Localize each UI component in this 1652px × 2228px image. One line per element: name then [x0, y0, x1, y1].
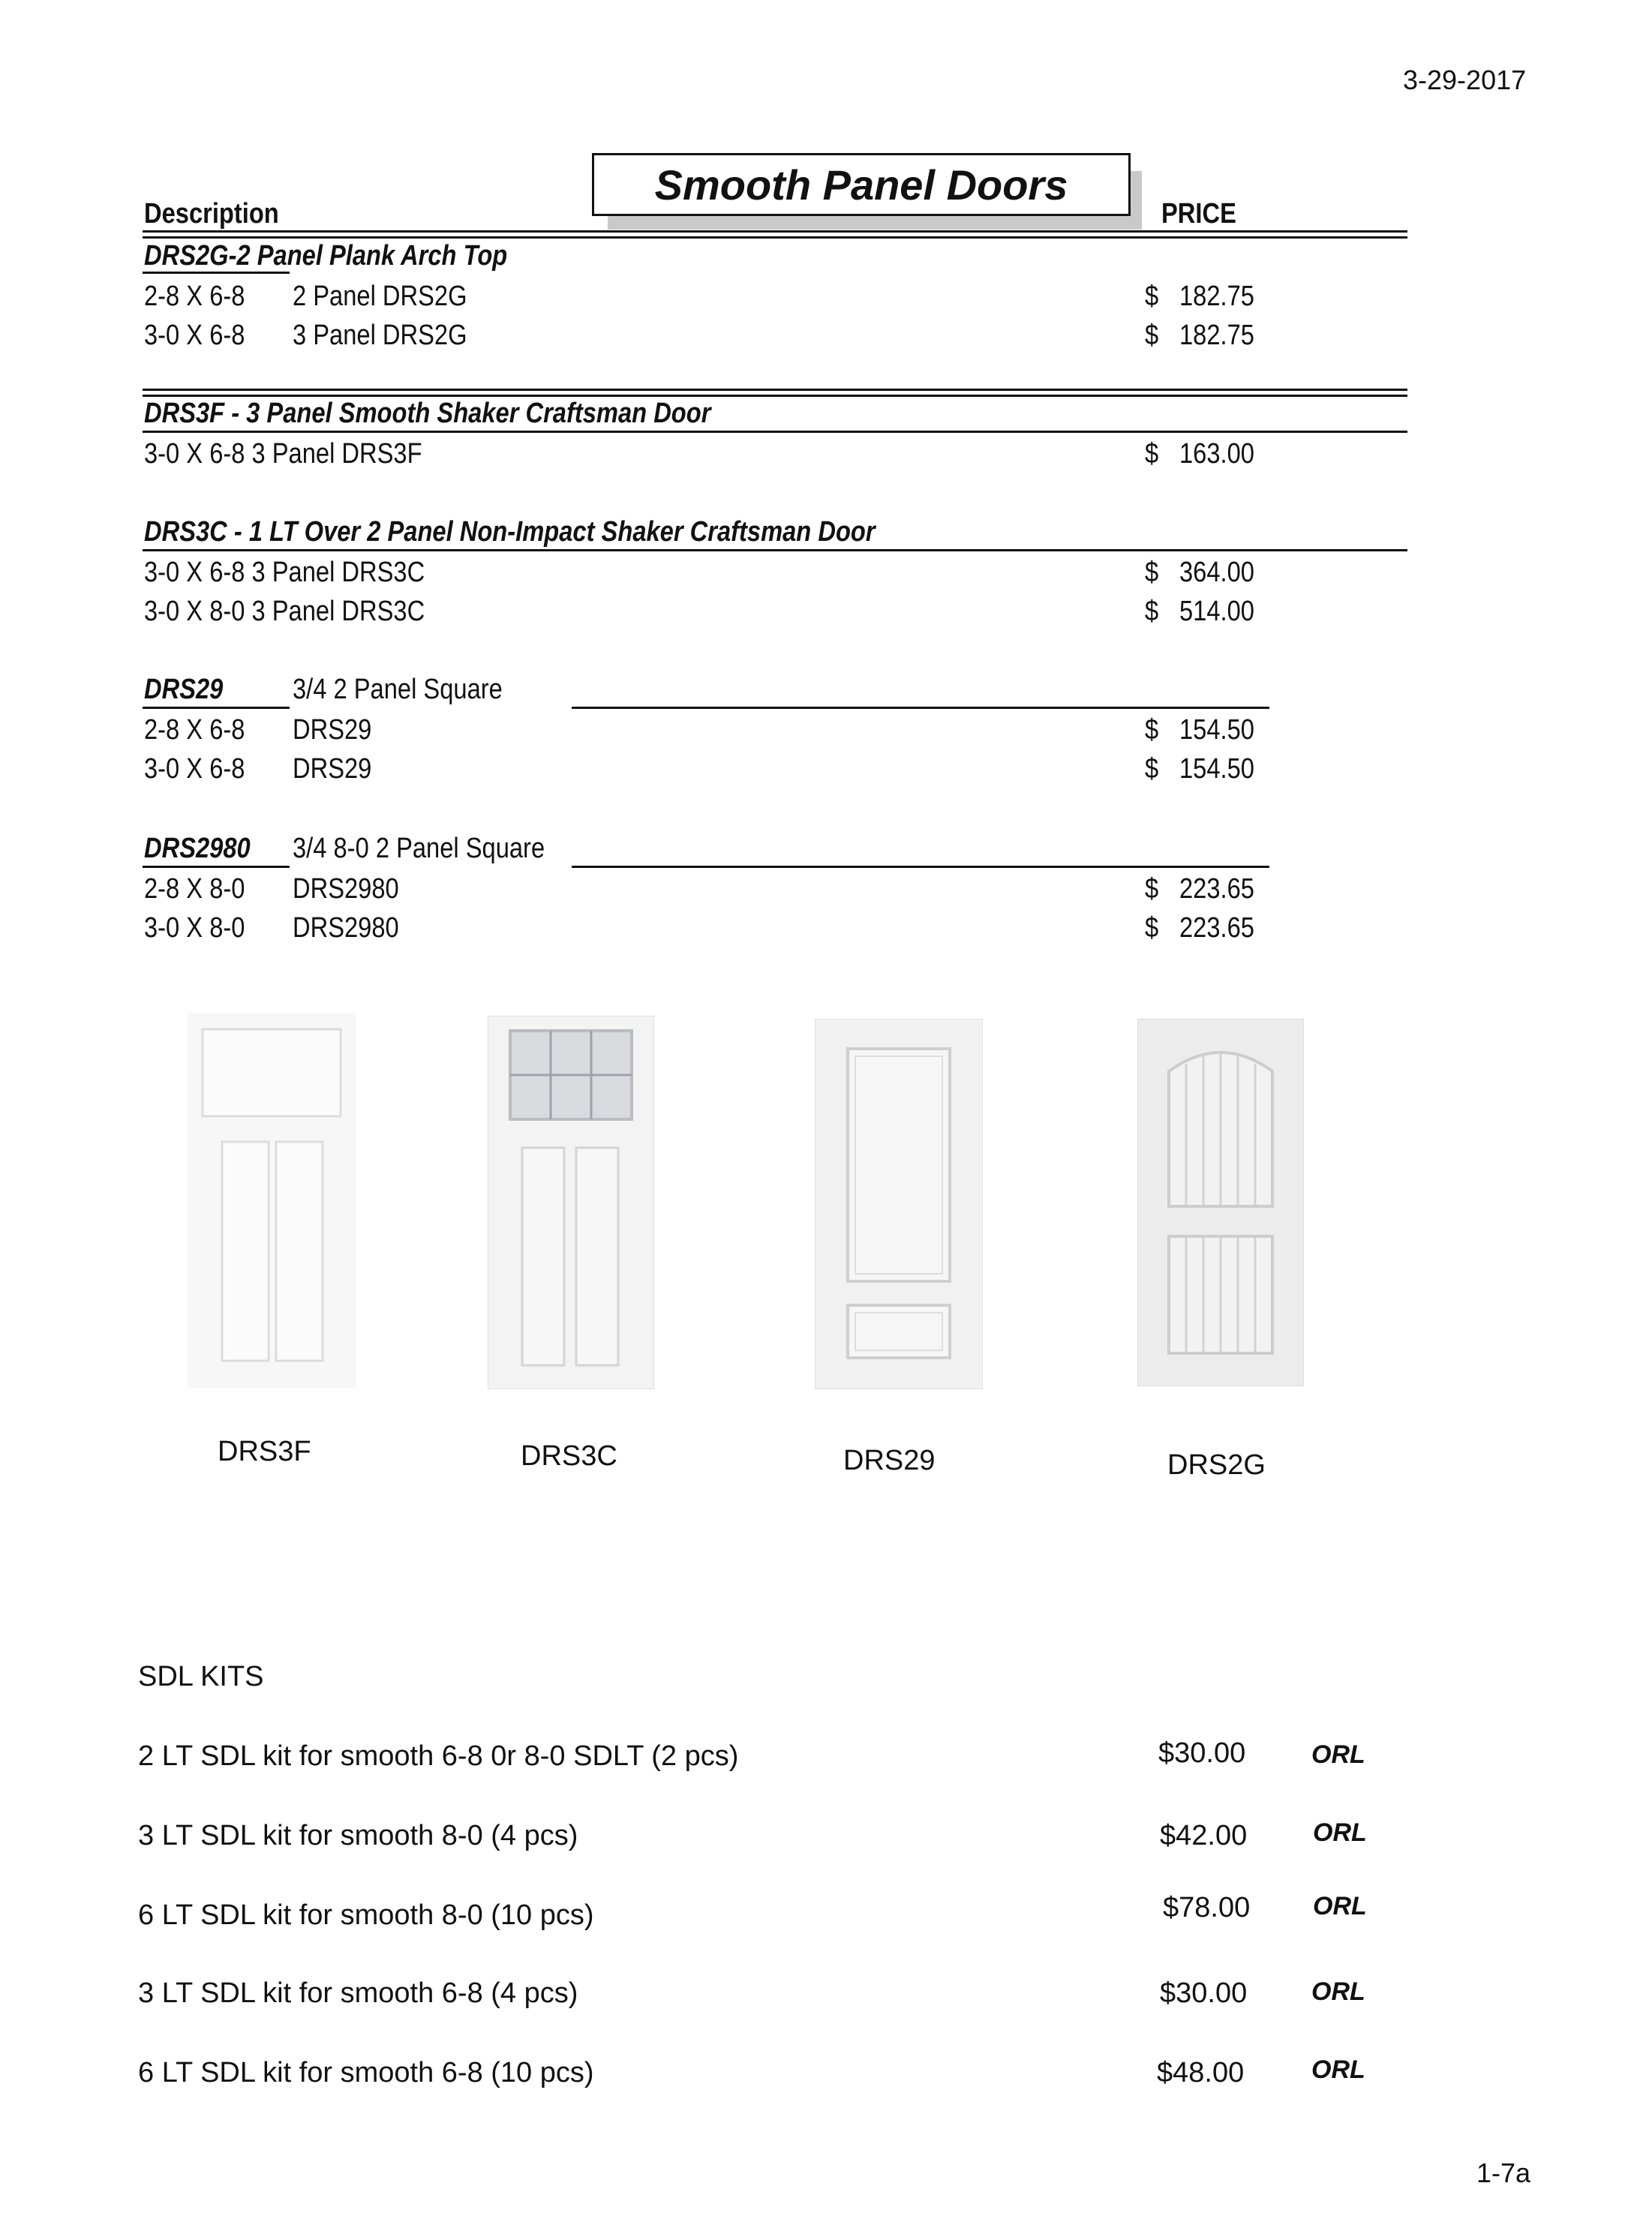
row-price: 182.75 [1179, 320, 1254, 351]
row-size: 2-8 X 8-0 [144, 873, 245, 905]
section-underline [143, 272, 290, 274]
row-desc: DRS2980 [293, 912, 399, 944]
sdl-kit-desc: 2 LT SDL kit for smooth 6-8 0r 8-0 SDLT (2 pcs) [138, 1740, 739, 1772]
section-heading-drs2980: DRS2980 [144, 833, 251, 864]
price-header: PRICE [1161, 198, 1236, 230]
door-image-drs2g [1137, 1019, 1304, 1386]
row-currency: $ [1145, 438, 1159, 470]
sdl-kit-location: ORL [1313, 1892, 1367, 1920]
sdl-kit-location: ORL [1311, 2055, 1365, 2084]
sdl-kit-desc: 3 LT SDL kit for smooth 6-8 (4 pcs) [138, 1977, 578, 2009]
sdl-kit-location: ORL [1313, 1818, 1367, 1847]
sdl-kit-location: ORL [1311, 1740, 1365, 1769]
row-price: 154.50 [1179, 753, 1254, 785]
header-rule-bottom [143, 236, 1407, 239]
row-price: 514.00 [1179, 596, 1254, 627]
row-currency: $ [1145, 912, 1159, 944]
section-heading-drs3f: DRS3F - 3 Panel Smooth Shaker Craftsman Door [144, 398, 711, 429]
row-desc: 3-0 X 6-8 3 Panel DRS3C [144, 557, 425, 588]
section-rule-bottom [143, 395, 1407, 397]
section-rule-top [143, 389, 1407, 391]
row-desc: 3-0 X 6-8 3 Panel DRS3F [144, 438, 422, 470]
row-size: 3-0 X 6-8 [144, 320, 245, 351]
row-desc: DRS29 [293, 753, 372, 785]
door-image-drs3c [488, 1016, 654, 1389]
row-desc: 3-0 X 8-0 3 Panel DRS3C [144, 596, 425, 627]
door-image-drs29 [815, 1019, 983, 1389]
row-currency: $ [1145, 320, 1159, 351]
row-size: 3-0 X 6-8 [144, 753, 245, 785]
row-price: 182.75 [1179, 281, 1254, 312]
door-label-drs3c: DRS3C [521, 1440, 617, 1472]
section-heading-drs29: DRS29 [144, 674, 224, 705]
section-underline-right [572, 866, 1269, 868]
date: 3-29-2017 [1403, 65, 1527, 95]
sdl-kit-price: $48.00 [1157, 2057, 1245, 2088]
section-underline [143, 431, 1407, 433]
row-currency: $ [1145, 557, 1159, 588]
door-label-drs29: DRS29 [843, 1445, 936, 1476]
sdl-kits-heading: SDL KITS [138, 1661, 264, 1692]
row-currency: $ [1145, 753, 1159, 785]
row-desc: DRS29 [293, 714, 372, 746]
row-size: 3-0 X 8-0 [144, 912, 245, 944]
sdl-kit-location: ORL [1311, 1977, 1365, 2006]
row-currency: $ [1145, 873, 1159, 905]
door-label-drs3f: DRS3F [218, 1436, 311, 1467]
door-image-drs3f [188, 1013, 356, 1388]
row-currency: $ [1145, 281, 1159, 312]
door-label-drs2g: DRS2G [1167, 1449, 1266, 1481]
row-price: 154.50 [1179, 714, 1254, 746]
page-title: Smooth Panel Doors [654, 161, 1068, 209]
sdl-kit-price: $42.00 [1160, 1820, 1248, 1851]
section-underline-right [572, 707, 1269, 709]
sdl-kit-price: $78.00 [1163, 1892, 1251, 1923]
page-title-box [592, 153, 1131, 216]
sdl-kit-price: $30.00 [1158, 1737, 1246, 1769]
row-desc: 2 Panel DRS2G [293, 281, 467, 312]
header-rule-top [143, 230, 1407, 233]
section-underline [143, 549, 1407, 551]
sdl-kit-desc: 3 LT SDL kit for smooth 8-0 (4 pcs) [138, 1820, 578, 1851]
section-heading-drs3c: DRS3C - 1 LT Over 2 Panel Non-Impact Shaker Craftsman Door [144, 516, 876, 548]
section-subheading: 3/4 2 Panel Square [293, 674, 503, 705]
row-desc: 3 Panel DRS2G [293, 320, 467, 351]
row-currency: $ [1145, 596, 1159, 627]
row-currency: $ [1145, 714, 1159, 746]
description-header: Description [144, 198, 279, 230]
section-underline [143, 866, 290, 868]
row-price: 223.65 [1179, 912, 1254, 944]
row-price: 364.00 [1179, 557, 1254, 588]
row-size: 2-8 X 6-8 [144, 281, 245, 312]
section-heading-drs2g: DRS2G-2 Panel Plank Arch Top [144, 240, 508, 272]
section-underline [143, 707, 290, 709]
row-desc: DRS2980 [293, 873, 399, 905]
sdl-kit-desc: 6 LT SDL kit for smooth 6-8 (10 pcs) [138, 2057, 594, 2088]
row-size: 2-8 X 6-8 [144, 714, 245, 746]
row-price: 223.65 [1179, 873, 1254, 905]
section-subheading: 3/4 8-0 2 Panel Square [293, 833, 545, 864]
sdl-kit-price: $30.00 [1160, 1977, 1248, 2009]
page-number: 1-7a [1476, 2157, 1531, 2188]
row-price: 163.00 [1179, 438, 1254, 470]
sdl-kit-desc: 6 LT SDL kit for smooth 8-0 (10 pcs) [138, 1899, 594, 1931]
